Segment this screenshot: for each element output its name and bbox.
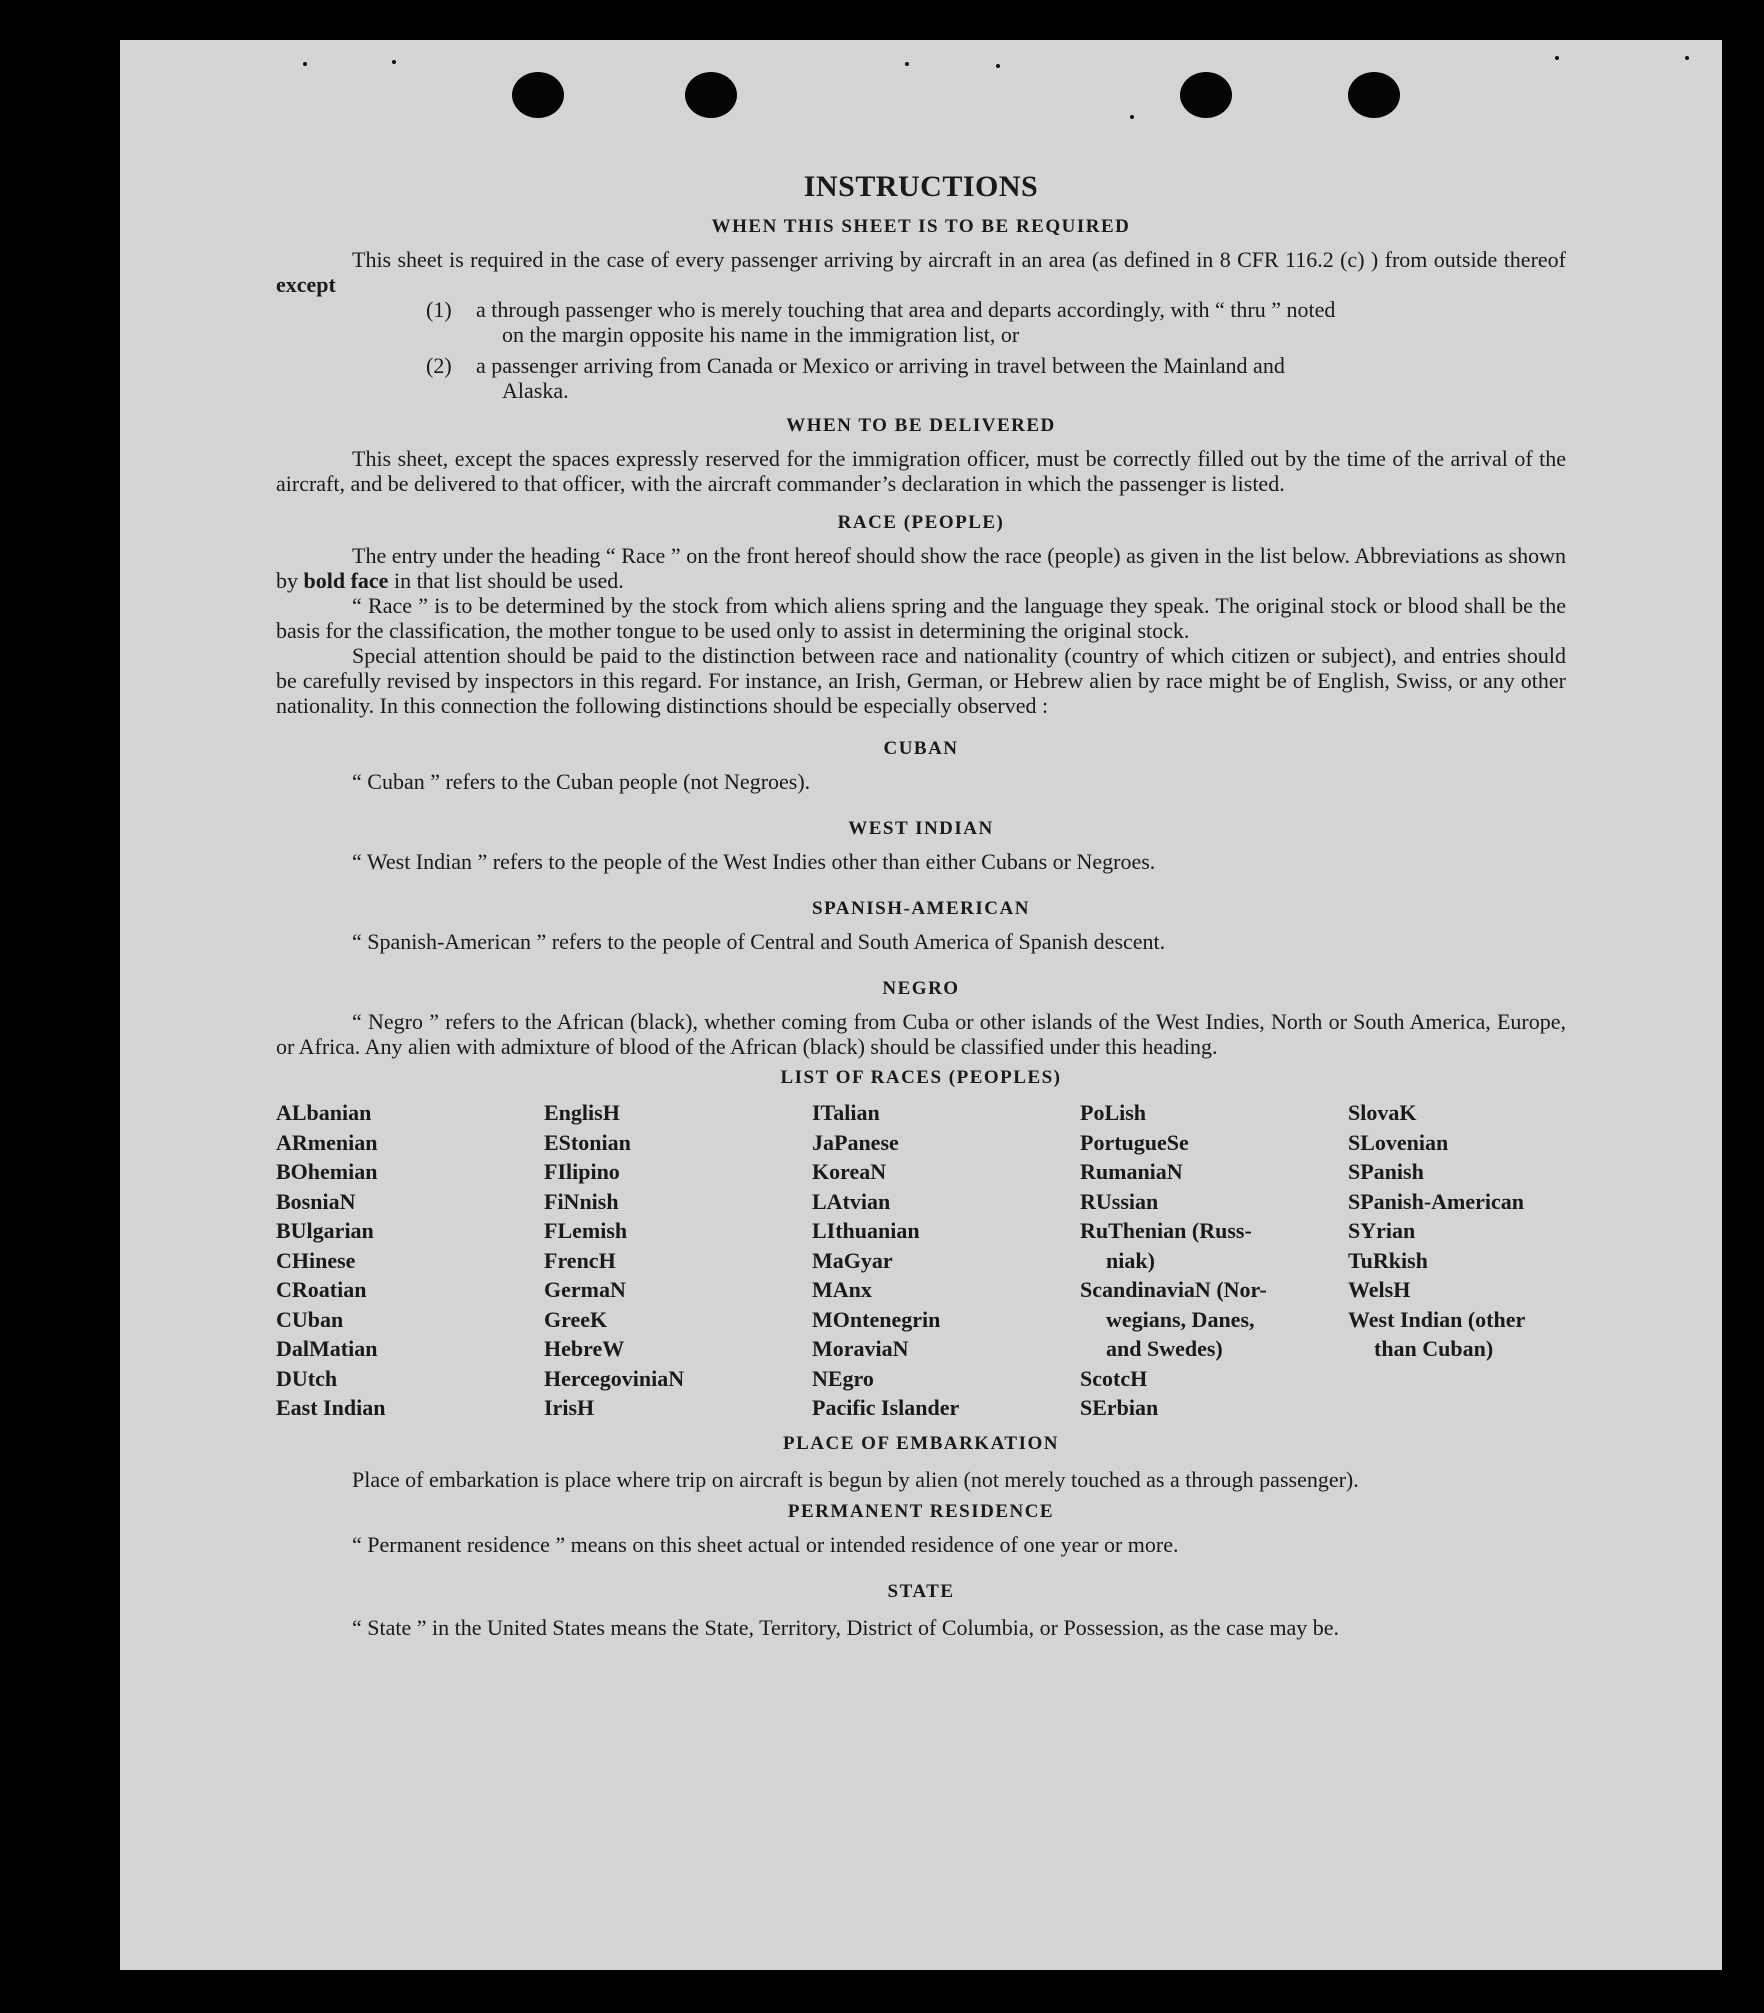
paragraph: This sheet, except the spaces expressly reserved for the immigration officer, must be correctly filled out by the time of the arrival of the aircraft, and be delivered to that officer, with the aircraft commander’s declaration in which the passenger is listed. bbox=[276, 446, 1566, 496]
race-entry: CUban bbox=[276, 1306, 344, 1332]
section-heading: PERMANENT RESIDENCE bbox=[787, 1500, 1055, 1522]
race-entry: LIthuanian bbox=[812, 1218, 920, 1243]
race-entry-continuation: niak) bbox=[1106, 1247, 1155, 1273]
section-heading: SPANISH-AMERICAN bbox=[812, 898, 1030, 919]
race-entry: TuRkish bbox=[1348, 1247, 1428, 1273]
race-entry: PortugueSe bbox=[1080, 1129, 1189, 1155]
section-heading: RACE (PEOPLE) bbox=[837, 512, 1005, 533]
paragraph: Special attention should be paid to the distinction between race and nationality (country of which citizen or subject), and entries should be carefully revised by inspectors in this regard. For instance, an Irish, German, or Hebrew alien by race might be of English, Swiss, or any other nationality. In this connection the following distinctions should be especially observed : bbox=[276, 643, 1566, 718]
race-entry: RumaniaN bbox=[1080, 1159, 1183, 1184]
race-entry: EnglisH bbox=[544, 1100, 620, 1125]
section-heading: NEGRO bbox=[882, 978, 960, 999]
race-entry: FIlipino bbox=[544, 1159, 620, 1184]
race-entry-continuation: wegians, Danes, bbox=[1106, 1306, 1255, 1332]
race-entry: LAtvian bbox=[812, 1188, 891, 1214]
race-entry: BUlgarian bbox=[276, 1218, 374, 1243]
exception-item: (2) a passenger arriving from Canada or Mexico or arriving in travel between the Mainland and Alaska. bbox=[426, 353, 1285, 403]
punch-hole bbox=[1348, 72, 1400, 118]
page-title: INSTRUCTIONS bbox=[803, 170, 1039, 203]
paragraph: “ Cuban ” refers to the Cuban people (not Negroes). bbox=[352, 769, 811, 794]
paragraph: “ Permanent residence ” means on this sheet actual or intended residence of one year or more. bbox=[352, 1531, 1179, 1557]
section-heading: WHEN THIS SHEET IS TO BE REQUIRED bbox=[711, 216, 1131, 237]
paragraph: The entry under the heading “ Race ” on the front hereof should show the race (people) as given in the list below. Abbreviations as shown by bold face in that list should be used. bbox=[276, 543, 1566, 593]
dust-speck bbox=[1555, 56, 1559, 60]
race-entry: KoreaN bbox=[812, 1159, 887, 1184]
exception-item: (1) a through passenger who is merely touching that area and departs accordingly, with “ thru ” noted on the margin opposite his name in the immigration list, or bbox=[426, 297, 1336, 347]
race-column bbox=[1080, 1098, 1348, 1423]
race-entry: RUssian bbox=[1080, 1188, 1159, 1214]
race-entry: EStonian bbox=[544, 1129, 631, 1155]
race-entry: CRoatian bbox=[276, 1277, 367, 1302]
section-heading: WHEN TO BE DELIVERED bbox=[786, 415, 1056, 436]
paragraph: “ Negro ” refers to the African (black), whether coming from Cuba or other islands of the West Indies, North or South America, Europe, or Africa. Any alien with admixture of blood of the African (black) should be classified under this heading. bbox=[276, 1009, 1566, 1059]
race-entry: Pacific Islander bbox=[812, 1395, 960, 1420]
race-entry: FrencH bbox=[544, 1247, 616, 1273]
race-entry: SPanish-American bbox=[1348, 1188, 1524, 1214]
race-entry: East Indian bbox=[276, 1395, 386, 1420]
dust-speck bbox=[905, 62, 909, 66]
instructions-content bbox=[276, 170, 1566, 1643]
section-heading: WEST INDIAN bbox=[848, 818, 994, 839]
race-list bbox=[276, 1098, 1566, 1423]
race-entry: ScotcH bbox=[1080, 1365, 1148, 1391]
race-entry: PoLish bbox=[1080, 1100, 1147, 1125]
section-heading: STATE bbox=[887, 1580, 955, 1602]
race-entry-continuation: and Swedes) bbox=[1106, 1336, 1223, 1361]
race-entry: MOntenegrin bbox=[812, 1306, 941, 1332]
race-entry-continuation: than Cuban) bbox=[1374, 1336, 1494, 1361]
race-entry: DalMatian bbox=[276, 1336, 378, 1361]
dust-speck bbox=[1685, 56, 1689, 60]
race-entry: GreeK bbox=[544, 1306, 608, 1332]
dust-speck bbox=[1130, 115, 1134, 119]
section-heading: LIST OF RACES (PEOPLES) bbox=[780, 1067, 1062, 1088]
race-entry: MoraviaN bbox=[812, 1336, 909, 1361]
race-entry: WelsH bbox=[1348, 1277, 1411, 1302]
race-entry: SPanish bbox=[1348, 1159, 1424, 1184]
paragraph: “ Spanish-American ” refers to the people of Central and South America of Spanish descent. bbox=[352, 929, 1166, 954]
race-entry: ScandinaviaN (Nor- bbox=[1080, 1277, 1267, 1302]
punch-hole bbox=[512, 72, 564, 118]
section-heading: CUBAN bbox=[883, 738, 959, 759]
race-entry: JaPanese bbox=[812, 1129, 899, 1155]
race-entry: CHinese bbox=[276, 1247, 356, 1273]
punch-hole bbox=[685, 72, 737, 118]
race-entry: SYrian bbox=[1348, 1218, 1416, 1243]
race-entry: IrisH bbox=[544, 1395, 595, 1420]
document-sheet bbox=[120, 40, 1722, 1970]
dust-speck bbox=[996, 64, 1000, 68]
race-entry: RuThenian (Russ- bbox=[1080, 1218, 1252, 1243]
paragraph: “ State ” in the United States means the State, Territory, District of Columbia, or Possession, as the case may be. bbox=[352, 1614, 1340, 1640]
race-entry: HebreW bbox=[544, 1336, 625, 1361]
race-column bbox=[812, 1098, 1080, 1423]
race-column bbox=[1348, 1098, 1566, 1423]
dust-speck bbox=[303, 62, 307, 66]
race-entry: GermaN bbox=[544, 1277, 626, 1302]
punch-hole bbox=[1180, 72, 1232, 118]
dust-speck bbox=[392, 60, 396, 64]
race-entry: HercegoviniaN bbox=[544, 1365, 685, 1391]
race-entry: MAnx bbox=[812, 1277, 872, 1302]
paragraph: Place of embarkation is place where trip on aircraft is begun by alien (not merely touched as a through passenger). bbox=[352, 1466, 1359, 1492]
section-heading: PLACE OF EMBARKATION bbox=[783, 1432, 1059, 1454]
race-entry: SlovaK bbox=[1348, 1100, 1417, 1125]
race-entry: SErbian bbox=[1080, 1395, 1159, 1420]
race-entry: NEgro bbox=[812, 1365, 874, 1391]
race-entry: ARmenian bbox=[276, 1129, 378, 1155]
race-entry: DUtch bbox=[276, 1365, 338, 1391]
paragraph: “ West Indian ” refers to the people of the West Indies other than either Cubans or Negroes. bbox=[352, 849, 1156, 874]
race-entry: BOhemian bbox=[276, 1159, 378, 1184]
race-entry: ALbanian bbox=[276, 1100, 372, 1125]
race-column bbox=[276, 1098, 544, 1423]
race-entry: West Indian (other bbox=[1348, 1306, 1526, 1332]
race-column bbox=[544, 1098, 812, 1423]
paragraph: “ Race ” is to be determined by the stock from which aliens spring and the language they speak. The original stock or blood shall be the basis for the classification, the mother tongue to be used only to assist in determining the original stock. bbox=[276, 593, 1566, 643]
race-entry: MaGyar bbox=[812, 1247, 893, 1273]
race-entry: BosniaN bbox=[276, 1188, 356, 1214]
race-entry: FLemish bbox=[544, 1218, 628, 1243]
paragraph: This sheet is required in the case of every passenger arriving by aircraft in an area (as defined in 8 CFR 116.2 (c) ) from outside thereof except bbox=[276, 247, 1566, 297]
race-entry: SLovenian bbox=[1348, 1129, 1449, 1155]
race-entry: ITalian bbox=[812, 1100, 880, 1125]
race-entry: FiNnish bbox=[544, 1188, 619, 1214]
